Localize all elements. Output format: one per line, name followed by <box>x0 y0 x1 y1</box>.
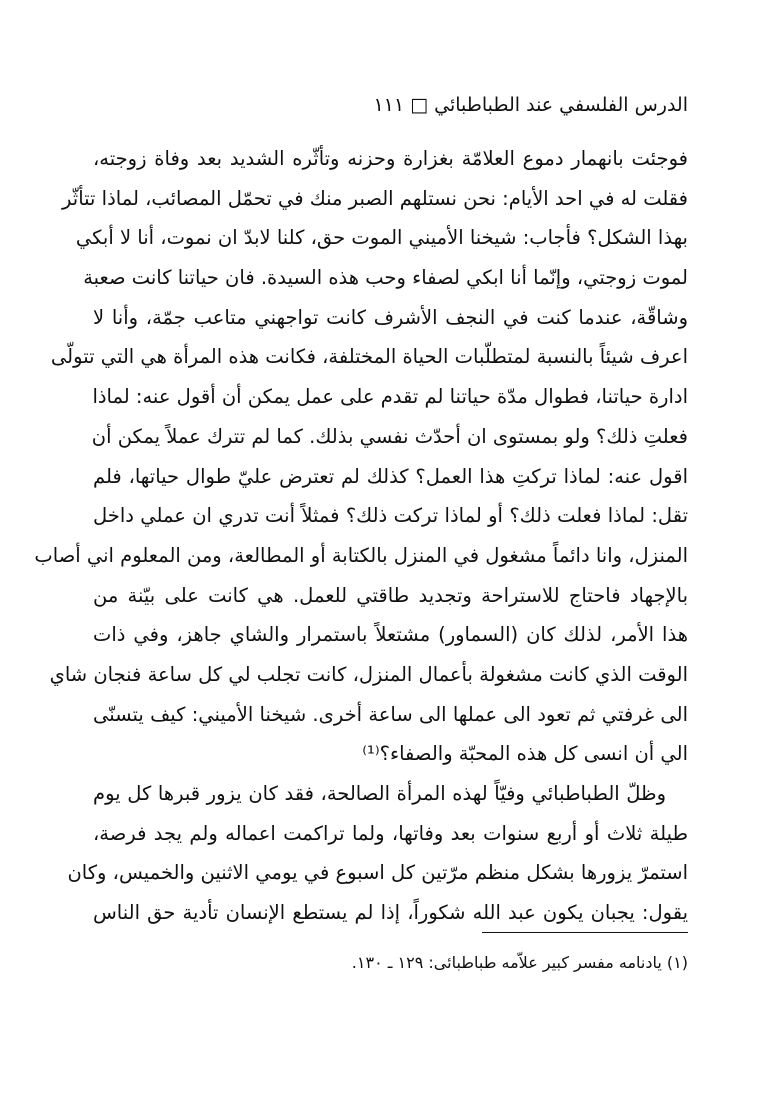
text-line: اعرف شيئاً بالنسبة لمتطلّبات الحياة المختلفة، فكانت هذه المرأة هي التي تتولّى <box>50 345 688 369</box>
body-text <box>34 139 688 933</box>
text-line: الى غرفتي ثم تعود الى عملها الى ساعة أخرى. شيخنا الأميني: كيف يتسنّى <box>93 702 688 726</box>
text-line: الي أن انسى كل هذه المحبّة والصفاء؟⁽¹⁾ <box>362 742 688 766</box>
text-line: يقول: يجبان يكون عبد الله شكوراً، إذا لم يستطع الإنسان تأدية حق الناس <box>93 901 688 925</box>
text-line: تقل: لماذا فعلت ذلك؟ أو لماذا تركت ذلك؟ فمثلاً أنت تدري ان عملي داخل <box>93 504 688 528</box>
footnote-divider <box>482 932 688 933</box>
text-line: اقول عنه: لماذا تركتِ هذا العمل؟ كذلك لم تعترض عليّ طوال حياتها، فلم <box>93 464 688 488</box>
text-line: فعلتِ ذلك؟ ولو بمستوى ان أحدّث نفسي بذلك. كما لم تترك عملاً يمكن أن <box>91 424 688 448</box>
text-line: وظلّ الطباطبائي وفيّاً لهذه المرأة الصالحة، فقد كان يزور قبرها كل يوم <box>93 782 666 805</box>
text-line: المنزل، وانا دائماً مشغول في المنزل بالكتابة أو المطالعة، ومن المعلوم اني أصاب <box>34 543 688 567</box>
text-line: وشاقّة، عندما كنت في النجف الأشرف كانت تواجهني متاعب جمّة، وأنا لا <box>93 305 688 329</box>
text-line: استمرّ يزورها بشكل منظم مرّتين كل اسبوع في يومي الاثنين والخميس، وكان <box>67 861 688 885</box>
text-line: بهذا الشكل؟ فأجاب: شيخنا الأميني الموت حق، كلنا لابدّ ان نموت، أنا لا أبكي <box>75 226 688 250</box>
text-line: فقلت له في احد الأيام: نحن نستلهم الصبر منك في تحمّل المصائب، لماذا تتأثّر <box>62 186 688 210</box>
text-line: بالإجهاد فاحتاج للاستراحة وتجديد طاقتي للعمل. هي كانت على بيّنة من <box>93 583 688 607</box>
text-line: فوجئت بانهمار دموع العلامّة بغزارة وحزنه وتأثّره الشديد بعد وفاة زوجته، <box>93 147 688 170</box>
text-line: طيلة ثلاث أو أربع سنوات بعد وفاتها، ولما تراكمت اعماله ولم يجد فرصة، <box>93 821 688 845</box>
text-line: لموت زوجتي، وإنّما أنا ابكي لصفاء وحب هذه السيدة. فان حياتنا كانت صعبة <box>83 266 688 290</box>
running-header: الدرس الفلسفي عند الطباطبائي □ ١١١ <box>373 94 688 116</box>
footnote: (١) يادنامه مفسر كبير علاّمه طباطبائى: ١٢٩ ـ ١٣٠. <box>351 953 688 972</box>
text-line: هذا الأمر، لذلك كان (السماور) مشتعلاً باستمرار والشاي جاهز، وفي ذات <box>93 623 688 647</box>
text-line: ادارة حياتنا، فطوال مدّة حياتنا لم تقدم على عمل يمكن أن أقول عنه: لماذا <box>92 385 688 409</box>
text-line: الوقت الذي كانت مشغولة بأعمال المنزل، كانت تجلب لي كل ساعة فنجان شاي <box>49 662 688 686</box>
